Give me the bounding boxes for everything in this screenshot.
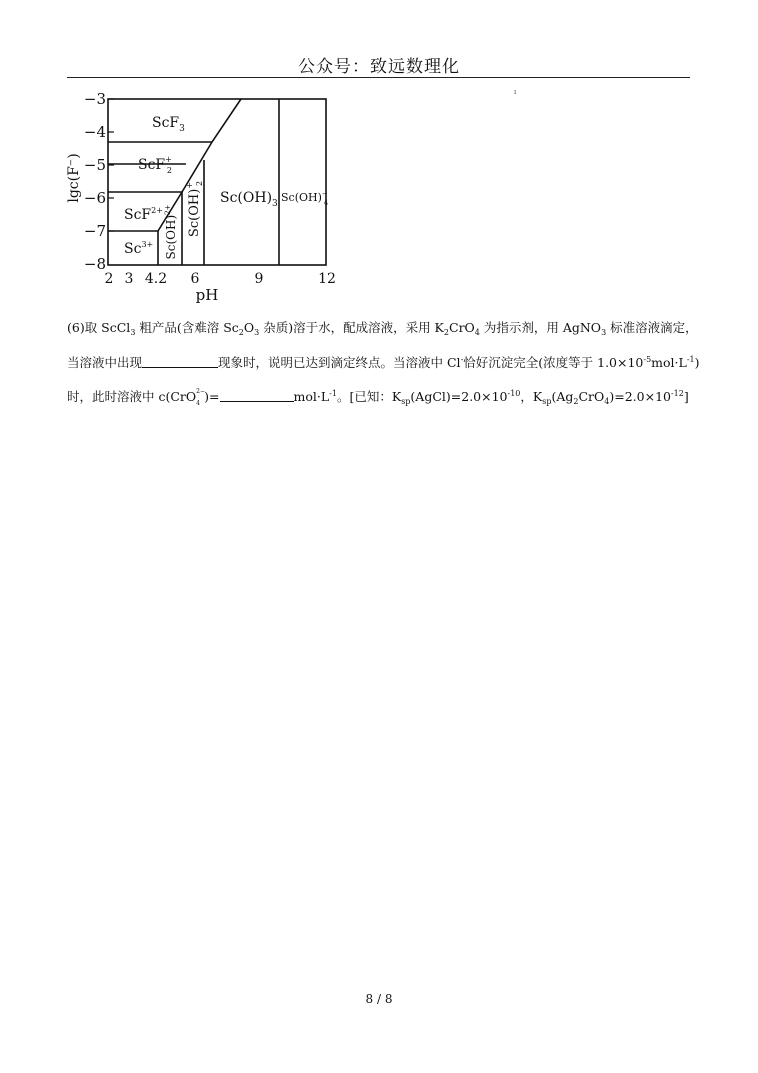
region-scoh3: $Sc(OH)_3$ <box>220 190 278 209</box>
x-tick: 12 <box>318 271 336 287</box>
region-scoh2-plus: Sc(OH)+2 <box>185 180 204 238</box>
y-tick: −3 <box>83 90 106 108</box>
question-line-3: 时，此时溶液中 c(CrO 2− 4 )= $mol\cdot L^{-1}$。[已知：$K_{sp}(AgCl)=2.0\times 10^{-10}$，$K_{sp}(Ag_2CrO_4)=2.0\times 10^{-12}$] <box>67 388 689 407</box>
page-number: 8 / 8 <box>365 992 393 1006</box>
y-tick: −6 <box>83 189 106 207</box>
region-scoh4-minus: Sc(OH)− 4 <box>281 190 329 207</box>
y-tick: −4 <box>83 123 106 141</box>
answer-blank-2[interactable] <box>220 388 294 402</box>
answer-blank-1[interactable] <box>142 354 218 368</box>
header-rule <box>67 77 690 78</box>
region-scf2-plus: ScF+ 2 <box>138 155 172 175</box>
x-tick: 9 <box>254 271 264 287</box>
region-sc-3plus: $Sc^{3+}$ <box>124 240 154 257</box>
page-header: 公众号：致远数理化 <box>298 57 460 77</box>
x-axis-label: pH <box>195 286 219 304</box>
question-line-2: 当溶液中出现 现象时，说明已达到滴定终点。当溶液中 Cl-恰好沉淀完全(浓度等于 $1.0\times 10^{-5}mol\cdot L^{-1}$) <box>67 355 700 370</box>
chromate-ion: CrO 2− 4 <box>170 388 206 407</box>
sc-species-diagram <box>60 86 360 308</box>
y-axis-label: lgc(F⁻) <box>66 153 82 203</box>
x-tick: 4.2 <box>144 271 168 287</box>
y-tick: −7 <box>83 222 106 240</box>
y-tick: −5 <box>83 156 106 174</box>
question-line-1: (6)取 ScCl$_3$ 粗产品(含难溶 $Sc_2O_3$ 杂质)溶于水，配成溶液，采用 $K_2CrO_4$ 为指示剂，用 AgNO$_3$ 标准溶液滴定， <box>67 320 698 337</box>
y-tick: −8 <box>83 255 106 273</box>
x-tick: 3 <box>124 271 134 287</box>
x-tick: 2 <box>104 271 114 287</box>
region-scf-2plus: ScF$^{2+}$ <box>124 206 163 223</box>
x-tick: 6 <box>190 271 200 287</box>
region-scf3: ScF$_3$ <box>152 115 185 134</box>
region-scoh-2plus: Sc(OH)$^{2+}$ <box>164 204 178 260</box>
stray-mark: ı <box>514 88 517 96</box>
